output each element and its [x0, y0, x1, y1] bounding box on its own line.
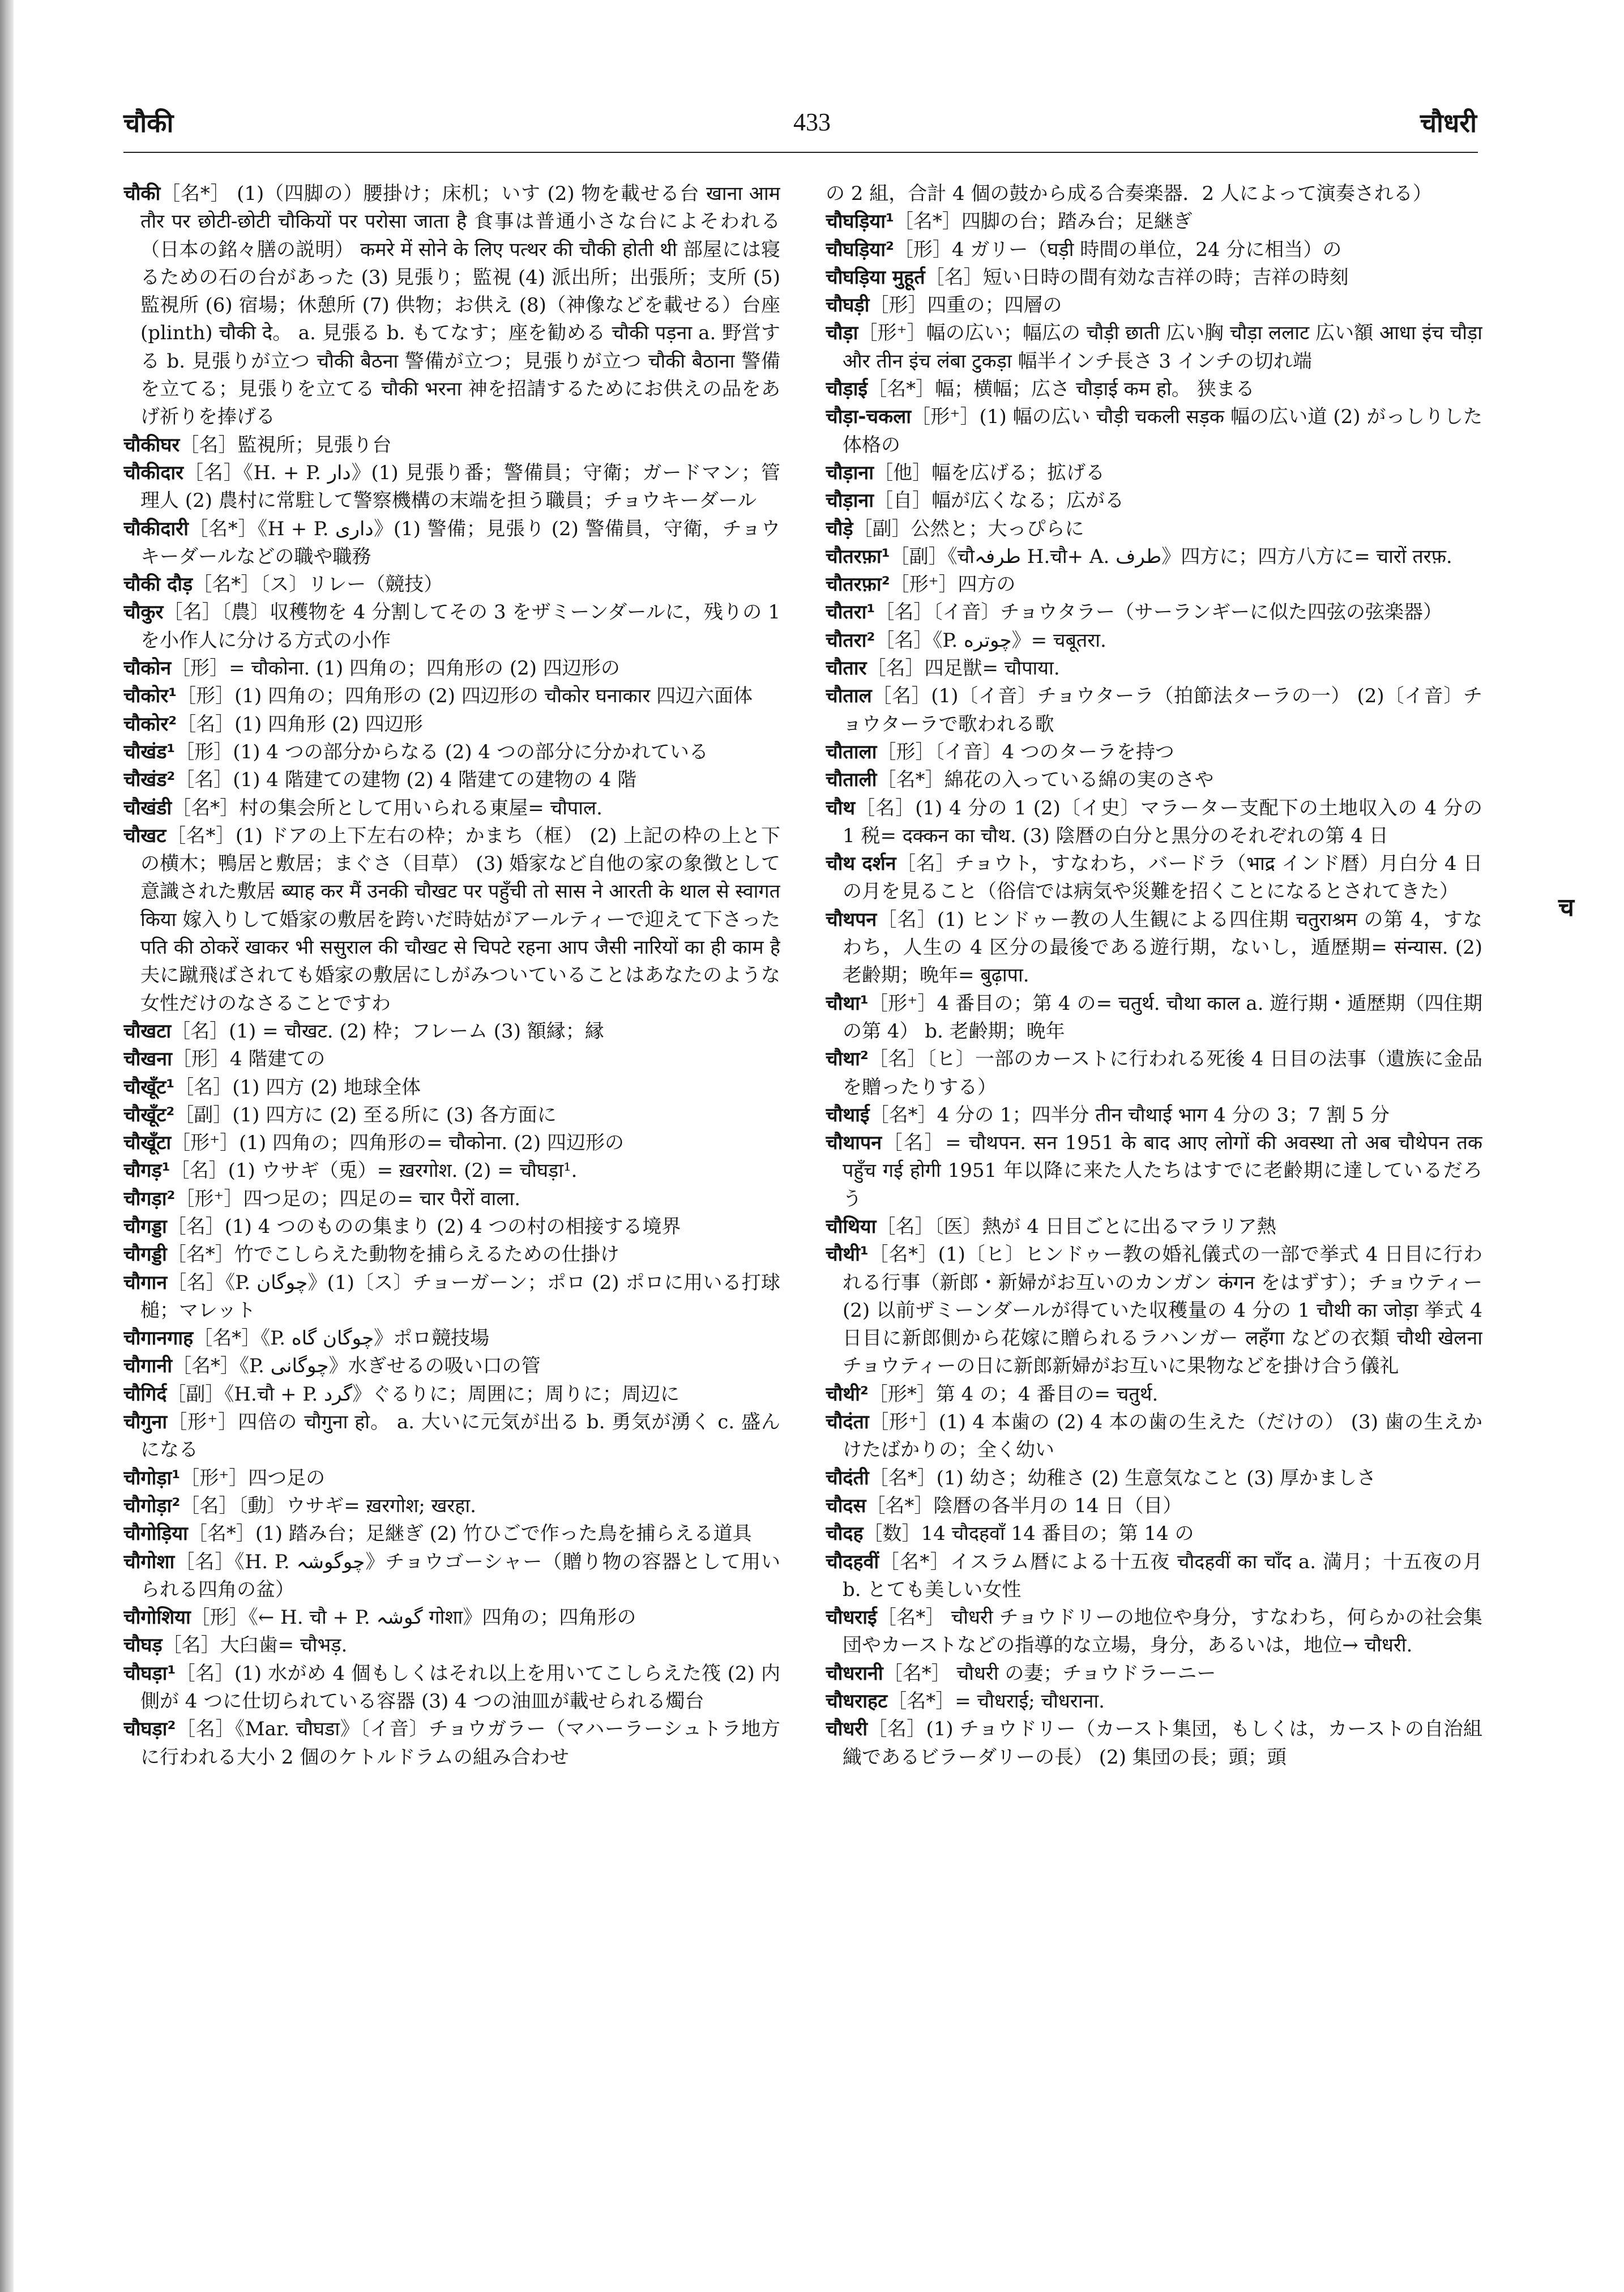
dictionary-entry	[826, 850, 1482, 906]
entry-headword: चौगिर्द	[123, 1382, 167, 1406]
entry-definition: ［形］〔イ音〕4 つのターラを持つ	[877, 740, 1174, 763]
dictionary-entry	[826, 375, 1482, 403]
entry-headword: चौदहवीं	[826, 1550, 879, 1573]
entry-definition: ［名］= चौथपन. सन 1951 के बाद आए लोगों की अवस्था तो अब चौथेपन तक पहुँच गई होगी 1951 年以降に来た人たちはすでに老齢期に達しているだろう	[843, 1132, 1482, 1210]
entry-headword: चौगोड़ा¹	[123, 1466, 181, 1489]
dictionary-entry	[123, 1185, 780, 1213]
dictionary-entry	[123, 432, 780, 459]
entry-definition: ［副］《H.चौ + P. گرد》ぐるりに；周囲に；周りに；周辺に	[166, 1382, 680, 1406]
entry-headword: चौथी¹	[826, 1243, 869, 1266]
dictionary-entry	[123, 1325, 780, 1352]
dictionary-entry	[123, 655, 780, 682]
dictionary-entry	[123, 1409, 780, 1465]
dictionary-entry	[123, 1520, 780, 1548]
dictionary-entry	[826, 1465, 1482, 1492]
dictionary-entry	[826, 1688, 1482, 1715]
entry-headword: चौगानगाह	[123, 1327, 194, 1350]
entry-definition: ［名］監視所；見張り台	[180, 433, 392, 456]
dictionary-entry	[123, 1213, 780, 1241]
right-column	[826, 180, 1482, 2276]
entry-headword: चौताल	[826, 685, 872, 708]
entry-definition: ［名*］〔ス〕リレー（競技）	[193, 573, 443, 596]
dictionary-entry	[123, 1352, 780, 1380]
dictionary-entry	[826, 682, 1482, 739]
entry-definition: ［名］大臼歯= चौभड़.	[162, 1634, 348, 1657]
entry-definition: ［名］《H. + P. دار》(1) 見張り番；警備員；守衛；ガードマン；管理人 (2) 農村に常駐して警察機構の末端を担う職員；チョウキーダール	[140, 461, 780, 513]
entry-definition: ［名］(1) 4 分の 1 (2)〔イ史〕マラーター支配下の土地収入の 4 分の 1 税= दक्कन का चौथ. (3) 陰暦の白分と黒分のそれぞれの第 4 日	[843, 796, 1482, 847]
entry-definition: ［名］(1) = चौखट. (2) 枠；フレーム (3) 額縁；縁	[171, 1019, 604, 1043]
entry-definition: ［形⁺］(1) 四角の；四角形の= चौकोना. (2) 四辺形の	[171, 1132, 624, 1155]
dictionary-entry	[826, 906, 1482, 990]
dictionary-entry	[826, 1213, 1482, 1241]
entry-headword: चौथ दर्शन	[826, 852, 896, 876]
entry-headword: चौकोन	[123, 657, 172, 680]
entry-headword: चौतरा¹	[826, 601, 875, 624]
dictionary-entry	[123, 1492, 780, 1520]
entry-headword: चौतरफ़ा²	[826, 573, 890, 596]
dictionary-entry	[123, 599, 780, 655]
entry-definition: ［名*］イスラム暦による十五夜 चौदहवीं का चाँद a. 満月；十五夜の月 b. とても美しい女性	[843, 1550, 1482, 1601]
entry-headword: चौथिया	[826, 1215, 877, 1238]
entry-definition: ［名］〔動〕ウサギ= ख़रगोश; खरहा.	[180, 1494, 476, 1517]
dictionary-entry	[826, 208, 1482, 236]
dictionary-entry	[826, 543, 1482, 571]
dictionary-entry	[826, 655, 1482, 682]
dictionary-entry	[123, 1241, 780, 1269]
entry-headword: चौखूँट¹	[123, 1075, 175, 1099]
entry-definition: ［形］四重の；四層の	[869, 294, 1062, 317]
entry-headword: चौदह	[826, 1522, 864, 1546]
entry-definition: ［形］《← H. चौ + P. گوشہ गोशा》四角の；四角形の	[190, 1606, 636, 1629]
page-number: 433	[793, 108, 831, 136]
entry-definition: ［名］(1) 四角形 (2) 四辺形	[177, 712, 423, 736]
dictionary-entry	[826, 319, 1482, 375]
entry-headword: चौखना	[123, 1048, 172, 1071]
dictionary-entry	[826, 264, 1482, 292]
entry-headword: चौगोड़ा²	[123, 1494, 181, 1517]
dictionary-entry	[123, 1157, 780, 1185]
entry-definition: ［名］チョウト，すなわち，バードラ（भाद्र インド暦）月白分 4 日の月を見ること（俗信では病気や災難を招くことになるとされてきた）	[843, 852, 1482, 903]
entry-headword: चौघड़िया मुहूर्त	[826, 266, 925, 289]
dictionary-entry	[826, 571, 1482, 599]
entry-definition: ［副］公然と；大っぴらに	[853, 517, 1084, 540]
dictionary-entry	[826, 180, 1482, 208]
entry-headword: चौथ	[826, 796, 856, 820]
dictionary-entry	[826, 766, 1482, 794]
dictionary-entry	[123, 1548, 780, 1604]
dictionary-entry	[123, 1660, 780, 1716]
entry-headword: चौदस	[826, 1494, 866, 1517]
entry-definition: ［名*］(1) ドアの上下左右の枠；かまち（框） (2) 上記の枠の上と下の横木；鴨居と敷居；まぐさ（目草） (3) 婚家など自他の家の象徴として意識された敷居 ब्याह कर मैं उनकी चौखट पर पहुँची तो सास ने आरती के थाल से स्वागत किया 嫁入りして婚家の敷居を跨いだ時姑がアールティーで迎えて下さった पति की ठोकरें खाकर भी ससुराल की चौखट से चिपटे रहना आप जैसी नारियों का ही काम है 夫に蹴飛ばされても婚家の敷居にしがみついていることはあなたのような女性だけのなさることですわ	[140, 824, 780, 1015]
entry-headword: चौकी	[123, 182, 161, 205]
entry-headword: चौगड्डी	[123, 1243, 167, 1266]
thumb-index-tab: च	[1558, 893, 1574, 922]
entry-headword: चौघड़	[123, 1634, 163, 1657]
entry-headword: चौड़ाई	[826, 378, 868, 401]
left-guide-word: चौकी	[123, 108, 174, 138]
entry-headword: चौथपन	[826, 908, 877, 931]
entry-definition: ［形⁺］4 番目の；第 4 の= चतुर्थ. चौथा काल a. 遊行期・遁歴期（四住期の第 4） b. 老齢期；晩年	[843, 992, 1482, 1043]
entry-definition: ［形］4 ガリー（घड़ी 時間の単位，24 分に相当）の	[894, 238, 1342, 261]
entry-headword: चौगोशा	[123, 1550, 175, 1573]
entry-definition: ［名*］(1) 幼さ；幼稚さ (2) 生意気なこと (3) 厚かましさ	[869, 1466, 1377, 1489]
entry-definition: ［名*］綿花の入っている綿の実のさや	[877, 769, 1214, 792]
dictionary-entry	[826, 236, 1482, 264]
entry-headword: चौखट	[123, 824, 166, 847]
entry-headword: चौखटा	[123, 1019, 172, 1043]
dictionary-entry	[826, 627, 1482, 655]
dictionary-entry	[826, 487, 1482, 515]
entry-definition: ［形⁺］(1) 幅の広い चौड़ी चकली सड़क 幅の広い道 (2) がっしりした体格の	[843, 406, 1482, 456]
dictionary-entry	[123, 1129, 780, 1157]
dictionary-entry	[123, 1102, 780, 1129]
dictionary-entry	[826, 1715, 1482, 1772]
entry-definition: ［名］《Mar. चौघडा》〔イ音〕チョウガラー（マハーラーシュトラ地方に行われる大小 2 個のケトルドラムの組み合わせ	[140, 1718, 780, 1769]
dictionary-entry	[123, 1604, 780, 1632]
dictionary-entry	[826, 1129, 1482, 1213]
dictionary-entry	[123, 1074, 780, 1102]
entry-headword: चौखंडी	[123, 796, 172, 820]
entry-headword: चौगान	[123, 1271, 168, 1294]
entry-headword: चौथाई	[826, 1103, 870, 1126]
left-column	[123, 180, 780, 2276]
entry-definition: ［形⁺］四つ足の	[180, 1466, 326, 1489]
dictionary-entry	[826, 292, 1482, 319]
dictionary-entry	[123, 711, 780, 739]
dictionary-entry	[826, 1492, 1482, 1520]
entry-definition: ［名*］(1)〔ヒ〕ヒンドゥー教の婚礼儀式の一部で挙式 4 日目に行われる行事（新郎・新婦がお互いのカンガン कंगन をはずす）；チョウティー (2) 以前ザミーンダールが得ていた収穫量の 4 分の 1 चौथी का जोड़ा 挙式 4 日目に新郎側から花嫁に贈られるラハンガー लहँगा などの衣類 चौथी खेलना チョウティーの日に新郎新婦がお互いに果物などを掛け合う儀礼	[843, 1243, 1482, 1378]
dictionary-entry	[826, 1381, 1482, 1409]
entry-definition: ［名］(1) 水がめ 4 個もしくはそれ以上を用いてこしらえた筏 (2) 内側が 4 つに仕切られている容器 (3) 4 つの油皿が載せられる燭台	[140, 1662, 780, 1713]
entry-definition: ［名］(1) ウサギ（兎）= ख़रगोश. (2) = चौघड़ा¹.	[170, 1159, 578, 1183]
entry-headword: चौतरा²	[826, 629, 875, 652]
entry-headword: चौधराई	[826, 1606, 877, 1629]
dictionary-entry	[826, 403, 1482, 459]
dictionary-entry	[123, 180, 780, 432]
entry-headword: चौघड़िया¹	[826, 210, 894, 233]
entry-headword: चौकी दौड़	[123, 573, 193, 596]
entry-definition: ［形*］第 4 の；4 番目の= चतुर्थ.	[868, 1382, 1159, 1406]
dictionary-entry	[123, 1465, 780, 1492]
entry-definition: ［名］《P. چوتره》= चबूतरा.	[875, 629, 1106, 652]
dictionary-entry	[123, 1269, 780, 1325]
entry-definition: ［名］《H. P. چوگوشہ》チョウゴーシャー（贈り物の容器として用いられる四角の盆）	[140, 1550, 780, 1601]
entry-definition: ［名*］= चौधराई; चौधराना.	[887, 1690, 1105, 1713]
entry-definition: ［形⁺］幅の広い；幅広の चौड़ी छाती 広い胸 चौड़ा ललाट 広い額 आधा इंच चौड़ा और तीन इंच लंबा टुकड़ा 幅半インチ長さ 3 インチの切れ端	[843, 322, 1482, 373]
entry-headword: चौघड़िया²	[826, 238, 894, 261]
entry-headword: चौगड्डा	[123, 1215, 167, 1238]
entry-definition: ［名*］4 分の 1；四半分 तीन चौथाई भाग 4 分の 3；7 割 5 分	[869, 1103, 1390, 1126]
dictionary-entry	[123, 682, 780, 710]
entry-headword: चौगोड़िया	[123, 1522, 188, 1546]
entry-definition: ［名*］ चौधरी の妻；チョウドラーニー	[883, 1662, 1216, 1685]
entry-headword: चौगानी	[123, 1355, 173, 1378]
dictionary-entry	[123, 795, 780, 822]
entry-headword: चौघड़ी	[826, 294, 870, 317]
dictionary-entry	[123, 1018, 780, 1045]
entry-headword: चौड़ाना	[826, 489, 874, 513]
dictionary-entry	[123, 1045, 780, 1073]
entry-definition: ［名*］《P. چوگانی》水ぎせるの吸い口の管	[172, 1355, 541, 1378]
entry-headword: चौदंती	[826, 1466, 869, 1489]
entry-headword: चौखूँटा	[123, 1132, 172, 1155]
entry-definition: ［形⁺］四つ足の；四足の= चार पैरों वाला.	[175, 1187, 520, 1210]
entry-definition: ［名］短い日時の間有効な吉祥の時；吉祥の時刻	[925, 266, 1349, 289]
entry-definition: ［名*］竹でこしらえた動物を捕らえるための仕掛け	[166, 1243, 619, 1266]
entry-headword: चौथा¹	[826, 992, 869, 1015]
dictionary-entry	[826, 1241, 1482, 1380]
entry-headword: चौगड़ा²	[123, 1187, 176, 1210]
entry-headword: चौड़ाना	[826, 461, 874, 484]
entry-definition: ［名*］《P. چوگان گاه》ポロ競技場	[193, 1327, 490, 1350]
entry-headword: चौगोशिया	[123, 1606, 191, 1629]
dictionary-entry	[123, 1632, 780, 1659]
entry-headword: चौधरानी	[826, 1662, 883, 1685]
dictionary-entry	[826, 1045, 1482, 1102]
entry-definition: ［名*］(1) 踏み台；足継ぎ (2) 竹ひごで作った鳥を捕らえる道具	[187, 1522, 752, 1546]
dictionary-entry	[123, 822, 780, 1018]
entry-headword: चौकीघर	[123, 433, 180, 456]
entry-definition: ［形⁺］(1) 4 本歯の (2) 4 本の歯の生えた（だけの） (3) 歯の生えかけたばかりの；全く幼い	[843, 1411, 1482, 1462]
entry-headword: चौगड़¹	[123, 1159, 170, 1183]
entry-headword: चौतार	[826, 657, 867, 680]
entry-headword: चौड़ा-चकला	[826, 406, 912, 429]
entry-headword: चौखंड¹	[123, 740, 176, 763]
entry-definition: ［副］《चौطرفہ H.चौ+ A. طرف》四方に；四方八方に= चारों तरफ़.	[890, 545, 1452, 568]
entry-definition: ［副］(1) 四方に (2) 至る所に (3) 各方面に	[174, 1103, 557, 1126]
entry-definition: ［自］幅が広くなる；広がる	[874, 489, 1125, 513]
entry-definition: ［名］〔医〕熱が 4 日目ごとに出るマラリア熱	[876, 1215, 1276, 1238]
entry-definition: ［形⁺］四倍の चौगुना हो。 a. 大いに元気が出る b. 勇気が湧く c. 盛んになる	[140, 1411, 780, 1462]
dictionary-entry	[826, 459, 1482, 487]
entry-definition: ［名］(1) 四方 (2) 地球全体	[174, 1075, 421, 1099]
entry-headword: चौकोर²	[123, 712, 177, 736]
entry-headword: चौखूँट²	[123, 1103, 175, 1126]
entry-headword: चौगुना	[123, 1411, 168, 1434]
entry-headword: चौघड़ा²	[123, 1718, 176, 1741]
entry-headword: चौकीदार	[123, 461, 184, 484]
entry-headword: चौड़े	[826, 517, 853, 540]
entry-definition: ［名］(1) ヒンドゥー教の人生観による四住期 चतुराश्रम の第 4，すなわち，人生の 4 区分の最後である遊行期，ないし，遁歴期= संन्यास. (2) 老齢期；晩年= बुढ़ापा.	[843, 908, 1482, 987]
entry-definition: ［名］《P. چوگان》(1)〔ス〕チョーガーン；ポロ (2) ポロに用いる打球槌；マレット	[140, 1271, 780, 1322]
dictionary-entry	[826, 599, 1482, 626]
entry-definition: ［名*］幅；横幅；広さ चौड़ाई कम हो。 狭まる	[867, 378, 1255, 401]
dictionary-entry	[826, 1604, 1482, 1660]
dictionary-entry	[123, 571, 780, 599]
dictionary-entry	[826, 795, 1482, 851]
entry-headword: चौथा²	[826, 1048, 869, 1071]
entry-headword: चौताला	[826, 740, 877, 763]
dictionary-entry	[826, 739, 1482, 766]
entry-headword: चौतरफ़ा¹	[826, 545, 890, 568]
entry-headword: चौकुर	[123, 601, 164, 624]
entry-definition: ［名］〔イ音〕チョウタラー（サーランギーに似た四弦の弦楽器）	[875, 601, 1443, 624]
entry-definition: ［名］(1) 4 階建ての建物 (2) 4 階建ての建物の 4 階	[175, 769, 637, 792]
dictionary-entry	[123, 515, 780, 571]
dictionary-entry	[123, 766, 780, 794]
entry-definition: ［形］(1) 四角の；四角形の (2) 四辺形の चौकोर घनाकार 四辺六面体	[177, 685, 753, 708]
dictionary-entry	[123, 739, 780, 766]
dictionary-entry	[826, 1660, 1482, 1688]
entry-definition: ［形⁺］四方の	[890, 573, 1016, 596]
entry-headword: चौदंता	[826, 1411, 869, 1434]
dictionary-entry	[826, 1520, 1482, 1548]
dictionary-entry	[826, 990, 1482, 1046]
dictionary-entry	[826, 515, 1482, 543]
dictionary-entry	[826, 1409, 1482, 1465]
dictionary-entry	[123, 459, 780, 515]
entry-definition: ［名］(1) 4 つのものの集まり (2) 4 つの村の相接する境界	[166, 1215, 681, 1238]
header-rule	[123, 152, 1478, 153]
entry-headword: चौकोर¹	[123, 685, 177, 708]
entry-definition: ［名*］ (1)（四脚の）腰掛け；床机；いす (2) 物を載せる台 खाना आम तौर पर छोटी-छोटी चौकियों पर परोसा जाता है 食事は普通小さな台によそわれる（日本の銘々膳の説明） कमरे में सोने के लिए पत्थर की चौकी होती थी 部屋には寝るための石の台があった (3) 見張り；監視 (4) 派出所；出張所；支所 (5) 監視所 (6) 宿場；休憩所 (7) 供物；お供え (8)（神像などを載せる）台座 (plinth) चौकी दे。 a. 見張る b. もてなす；座を勧める चौकी पड़ना a. 野営する b. 見張りが立つ चौकी बैठना 警備が立つ；見張りが立つ चौकी बैठाना 警備を立てる；見張りを立てる चौकी भरना 神を招請するためにお供えの品をあげ祈りを捧げる	[140, 182, 780, 429]
entry-definition: ［形］4 階建ての	[172, 1048, 326, 1071]
entry-definition: ［名］(1) チョウドリー（カースト集団，もしくは，カーストの自治組織であるビラーダリーの長） (2) 集団の長；頭；頭	[843, 1718, 1482, 1769]
entry-definition: の 2 組，合計 4 個の鼓から成る合奏楽器．2 人によって演奏される）	[826, 182, 1432, 205]
entry-definition: ［名］〔ヒ〕一部のカーストに行われる死後 4 日目の法事（遺族に金品を贈ったりする）	[843, 1048, 1482, 1099]
entry-headword: चौघड़ा¹	[123, 1662, 176, 1685]
entry-definition: ［名］〔農〕収穫物を 4 分割してその 3 をザミーンダールに，残りの 1 を小作人に分ける方式の小作	[140, 601, 780, 652]
dictionary-entry	[826, 1102, 1482, 1129]
dictionary-entry	[123, 1715, 780, 1772]
entry-definition: ［形］(1) 4 つの部分からなる (2) 4 つの部分に分かれている	[175, 740, 708, 763]
entry-definition: ［名］四足獣= चौपाया.	[866, 657, 1060, 680]
entry-definition: ［名*］《H + P. داری》(1) 警備；見張り (2) 警備員，守衛，チョウキーダールなどの職や職務	[140, 517, 780, 568]
entry-headword: चौधराहट	[826, 1690, 888, 1713]
binding-edge	[0, 0, 14, 2292]
entry-definition: ［形］= चौकोना. (1) 四角の；四角形の (2) 四辺形の	[171, 657, 620, 680]
entry-headword: चौड़ा	[826, 322, 858, 345]
entry-headword: चौधरी	[826, 1718, 868, 1741]
entry-definition: ［数］14 चौदहवाँ 14 番目の；第 14 の	[863, 1522, 1194, 1546]
entry-definition: ［名*］四脚の台；踏み台；足継ぎ	[894, 210, 1193, 233]
entry-definition: ［他］幅を広げる；拡げる	[874, 461, 1105, 484]
entry-headword: चौखंड²	[123, 769, 176, 792]
dictionary-entry	[826, 1548, 1482, 1604]
entry-definition: ［名*］ चौधरी チョウドリーの地位や身分，すなわち，何らかの社会集団やカーストなどの指導的な立場，身分，あるいは，地位→ चौधरी.	[843, 1606, 1482, 1657]
right-guide-word: चौधरी	[1420, 108, 1477, 138]
entry-headword: चौताली	[826, 769, 877, 792]
entry-headword: चौथी²	[826, 1382, 869, 1406]
entry-definition: ［名*］村の集会所として用いられる東屋= चौपाल.	[172, 796, 602, 820]
entry-definition: ［名］(1)〔イ音〕チョウターラ（拍節法ターラの一） (2)〔イ音〕チョウターラで歌われる歌	[843, 685, 1482, 736]
dictionary-entry	[123, 1381, 780, 1409]
entry-definition: ［名*］陰暦の各半月の 14 日（目）	[866, 1494, 1182, 1517]
entry-headword: चौथापन	[826, 1132, 882, 1155]
entry-headword: चौकीदारी	[123, 517, 189, 540]
